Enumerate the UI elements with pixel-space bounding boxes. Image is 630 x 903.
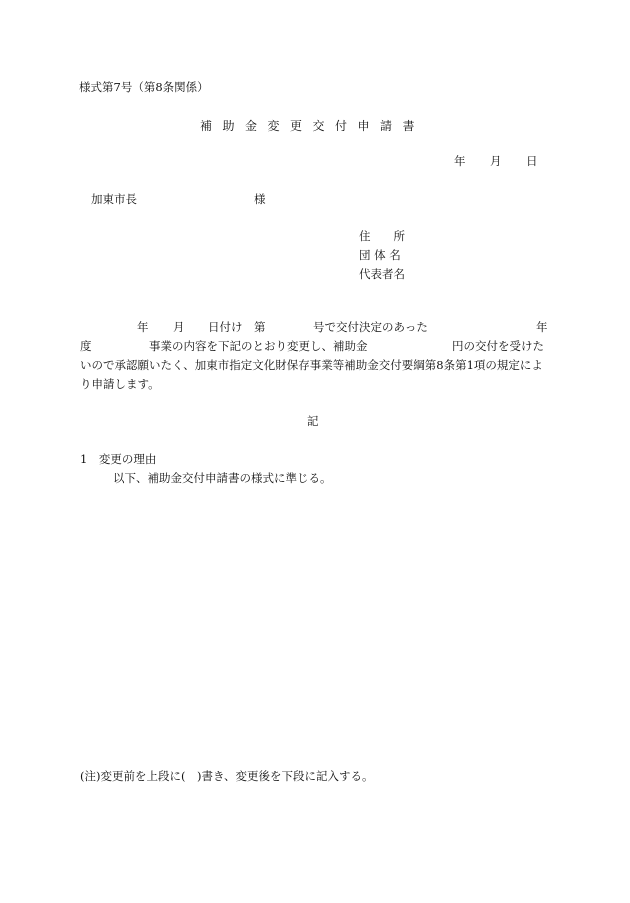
project-text: 事業の内容を下記のとおり変更し、補助金 [149, 339, 368, 353]
application-body [80, 322, 550, 398]
decision-month-label: 月 [173, 320, 185, 334]
document-title: 補助金変更交付申請書 [200, 119, 426, 133]
decision-date-suffix: 日付け 第 [208, 320, 266, 334]
form-number: 様式第7号（第8条関係） [79, 80, 209, 94]
item-1-text: 以下、補助金交付申請書の様式に準じる。 [113, 471, 332, 485]
date-day-label: 日 [526, 154, 538, 168]
addressee-honorific: 様 [254, 192, 266, 206]
fiscal-year-label: 年 [536, 320, 548, 334]
address-label: 住 所 [359, 229, 405, 243]
footnote: (注)変更前を上段に( )書き、変更後を下段に記入する。 [80, 769, 374, 783]
body-line-3-text: いので承認願いたく、加東市指定文化財保存事業等補助金交付要綱第8条第1項の規定によ [80, 358, 543, 372]
item-1-heading: 1 変更の理由 [80, 452, 157, 466]
applicant-block [359, 231, 405, 288]
representative-label: 代表者名 [359, 267, 405, 281]
group-name-label: 団 体 名 [359, 248, 401, 262]
date-month-label: 月 [490, 154, 502, 168]
fiscal-suffix: 度 [80, 339, 92, 353]
decision-year-label: 年 [137, 320, 149, 334]
date-year-label: 年 [454, 154, 466, 168]
body-line-4 [80, 379, 550, 398]
date-line [454, 156, 538, 168]
addressee [91, 192, 266, 206]
amount-text: 円の交付を受けた [452, 339, 544, 353]
decision-number-suffix: 号で交付決定のあった [313, 320, 428, 334]
body-line-4-text: り申請します。 [80, 377, 160, 391]
addressee-name: 加東市長 [91, 192, 137, 206]
ki-heading: 記 [307, 414, 319, 428]
